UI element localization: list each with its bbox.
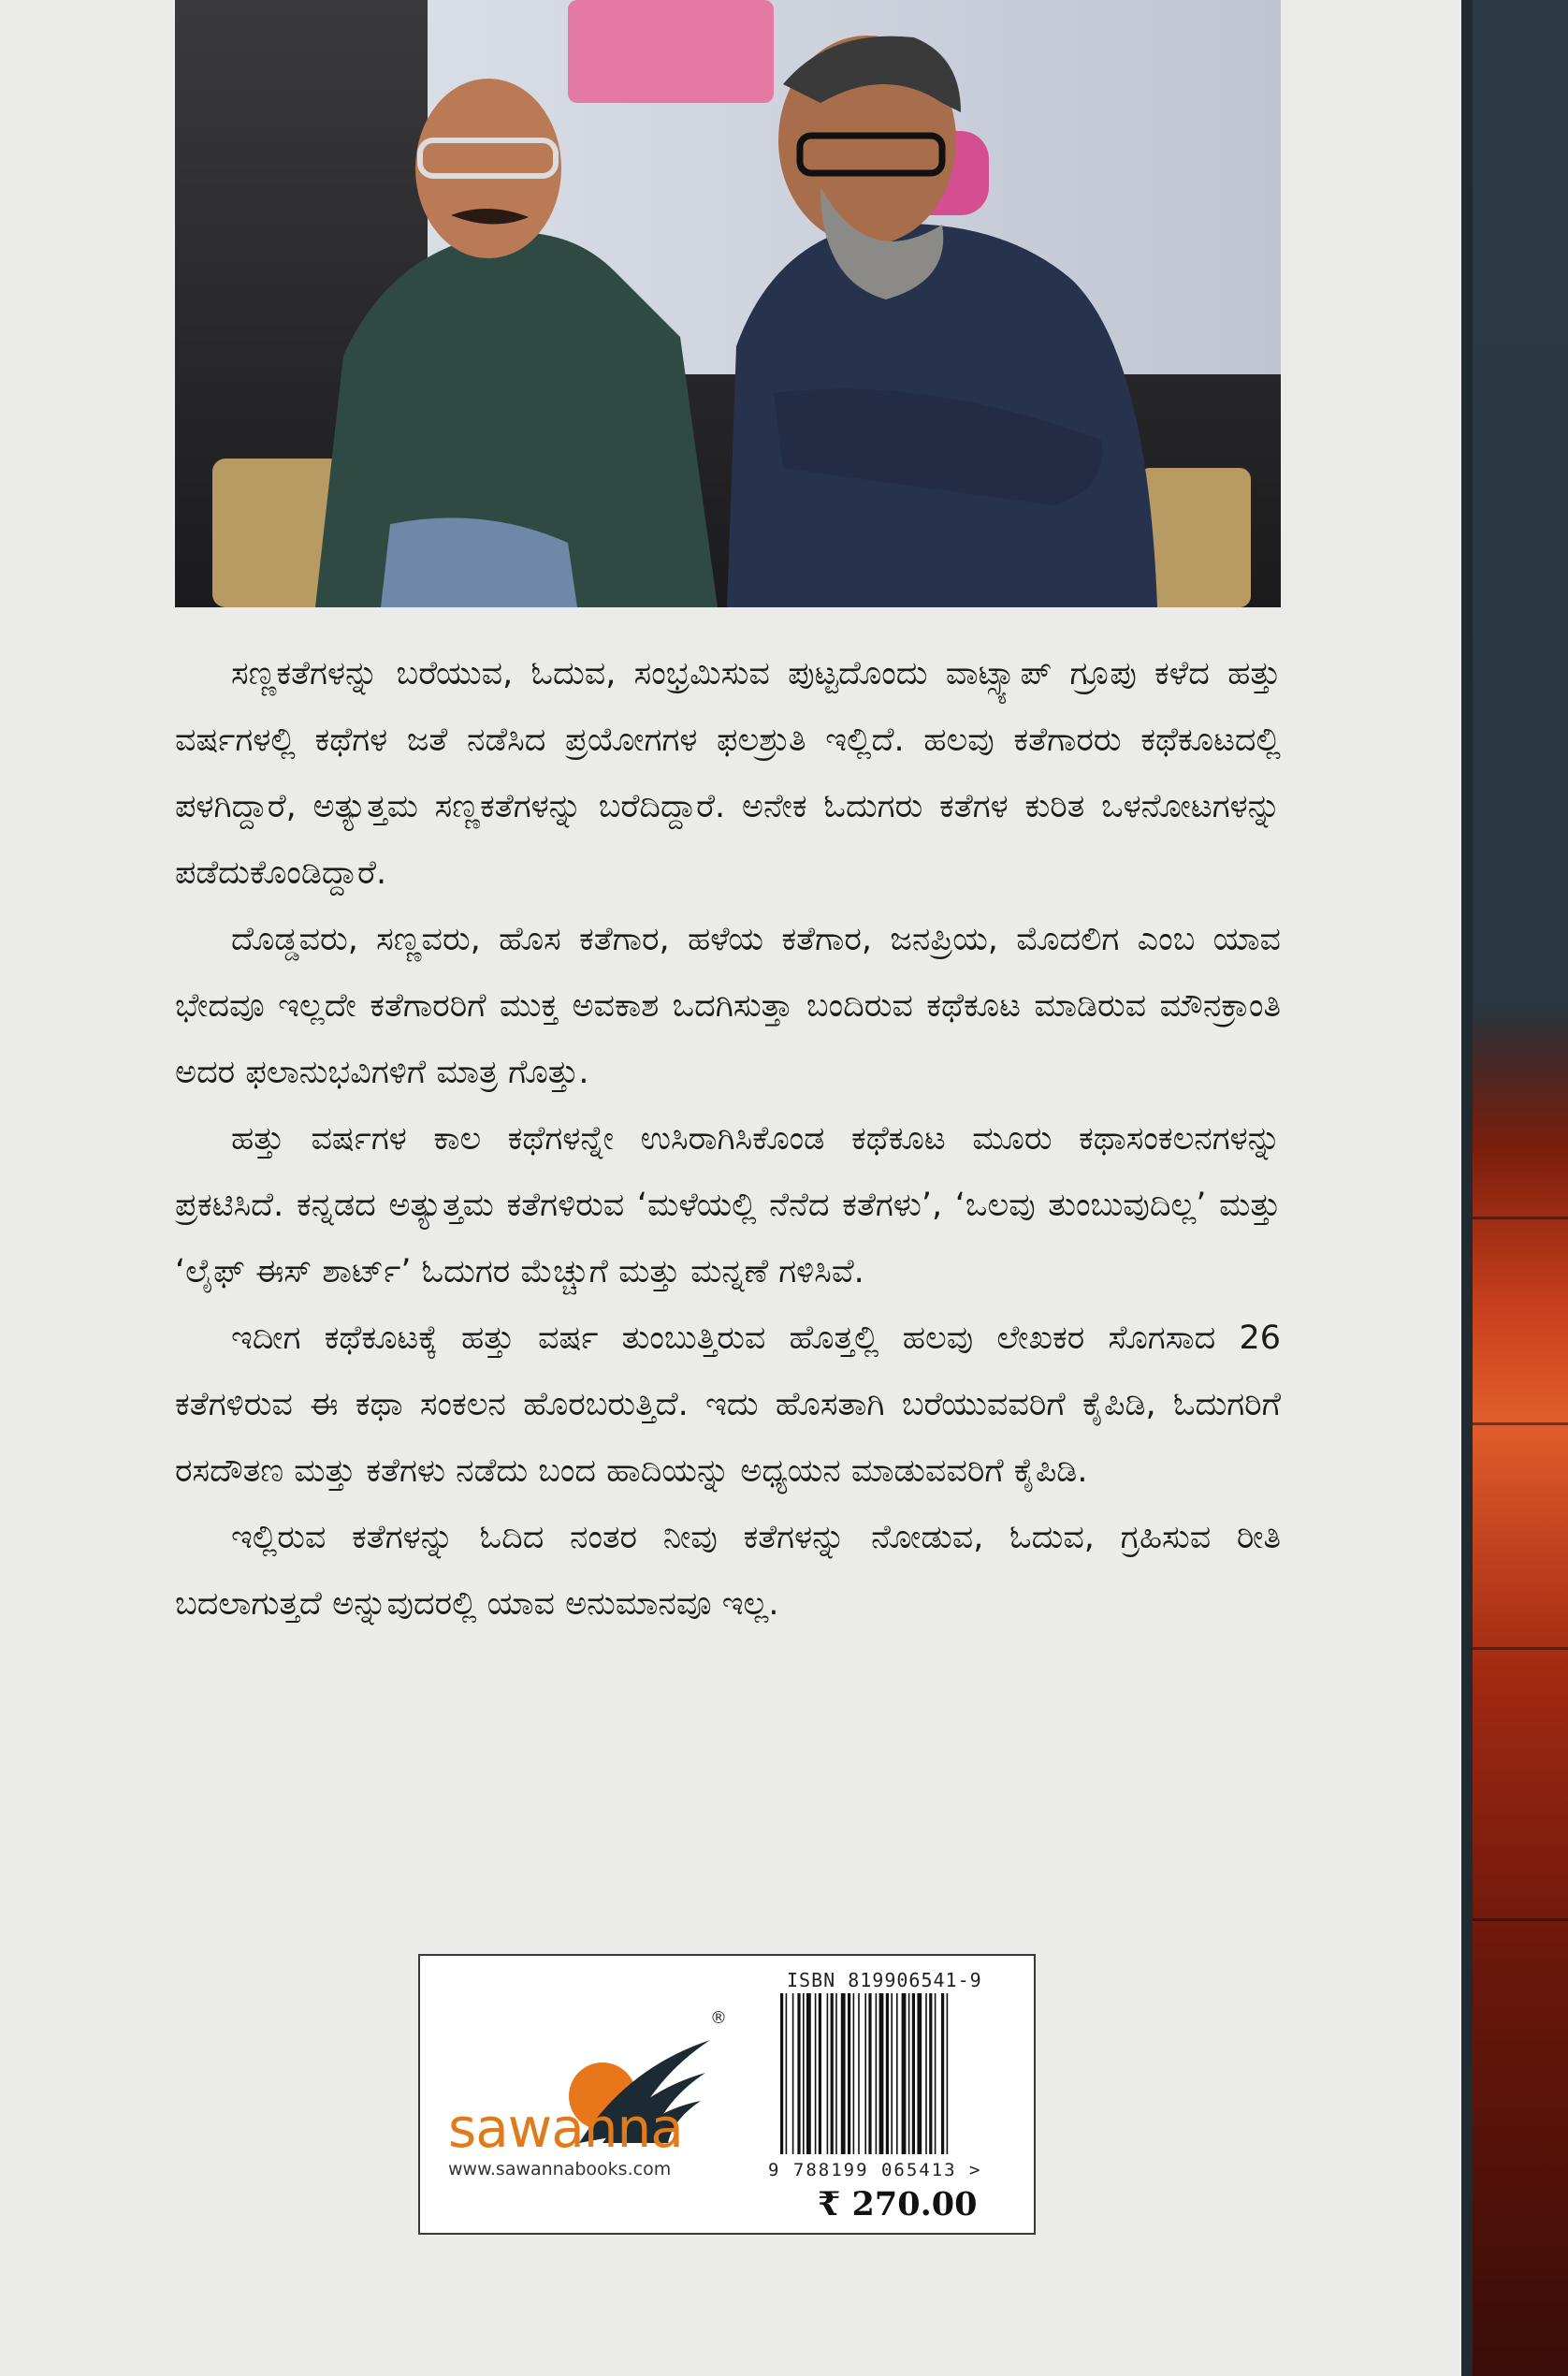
spine-band bbox=[1473, 1217, 1568, 1219]
author-photo bbox=[175, 0, 1281, 607]
registered-mark: ® bbox=[710, 2008, 727, 2028]
spine-band bbox=[1473, 1422, 1568, 1425]
back-cover-blurb bbox=[175, 641, 1281, 1638]
spine-sunset-texture bbox=[1473, 1011, 1568, 2376]
barcode-digits: 9 788199 065413 > bbox=[768, 2160, 982, 2180]
blurb-paragraph: ದೊಡ್ಡವರು, ಸಣ್ಣವರು, ಹೊಸ ಕತೆಗಾರ, ಹಳೆಯ ಕತೆಗಾರ, ಜನಪ್ರಿಯ, ಮೊದಲಿಗ ಎಂಬ ಯಾವ ಭೇದವೂ ಇಲ್ಲದೇ ಕತೆಗಾರರಿಗೆ ಮುಕ್ತ ಅವಕಾಶ ಒದಗಿಸುತ್ತಾ ಬಂದಿರುವ ಕಥೆಕೂಟ ಮಾಡಿರುವ ಮೌನಕ್ರಾಂತಿ ಅದರ ಫಲಾನುಭವಿಗಳಿಗೆ ಮಾತ್ರ ಗೊತ್ತು. bbox=[175, 921, 1281, 1091]
spine-band bbox=[1473, 1918, 1568, 1921]
spine-strip bbox=[1461, 0, 1568, 2376]
publisher-name: sawanna bbox=[448, 2096, 683, 2160]
blurb-paragraph: ಇದೀಗ ಕಥೆಕೂಟಕ್ಕೆ ಹತ್ತು ವರ್ಷ ತುಂಬುತ್ತಿರುವ ಹೊತ್ತಲ್ಲಿ ಹಲವು ಲೇಖಕರ ಸೊಗಸಾದ 26 ಕತೆಗಳಿರುವ ಈ ಕಥಾ ಸಂಕಲನ ಹೊರಬರುತ್ತಿದೆ. ಇದು ಹೊಸತಾಗಿ ಬರೆಯುವವರಿಗೆ ಕೈಪಿಡಿ, ಓದುಗರಿಗೆ ರಸದೌತಣ ಮತ್ತು ಕತೆಗಳು ನಡೆದು ಬಂದ ಹಾದಿಯನ್ನು ಅಧ್ಯಯನ ಮಾಡುವವರಿಗೆ ಕೈಪಿಡಿ. bbox=[175, 1319, 1281, 1490]
isbn-label: ISBN 819906541-9 bbox=[787, 1969, 982, 1991]
barcode-icon bbox=[780, 1993, 1000, 2166]
price-label: ₹ 270.00 bbox=[818, 2185, 978, 2223]
spine-edge bbox=[1461, 0, 1473, 2376]
blurb-paragraph: ಹತ್ತು ವರ್ಷಗಳ ಕಾಲ ಕಥೆಗಳನ್ನೇ ಉಸಿರಾಗಿಸಿಕೊಂಡ ಕಥೆಕೂಟ ಮೂರು ಕಥಾಸಂಕಲನಗಳನ್ನು ಪ್ರಕಟಿಸಿದೆ. ಕನ್ನಡದ ಅತ್ಯುತ್ತಮ ಕತೆಗಳಿರುವ ‘ಮಳೆಯಲ್ಲಿ ನೆನೆದ ಕತೆಗಳು’, ‘ಒಲವು ತುಂಬುವುದಿಲ್ಲ’ ಮತ್ತು ‘ಲೈಫ್ ಈಸ್ ಶಾರ್ಟ್’ ಓದುಗರ ಮೆಚ್ಚುಗೆ ಮತ್ತು ಮನ್ನಣೆ ಗಳಿಸಿವೆ. bbox=[175, 1120, 1281, 1290]
barcode-panel bbox=[418, 1954, 1036, 2235]
blurb-paragraph: ಸಣ್ಣಕತೆಗಳನ್ನು ಬರೆಯುವ, ಓದುವ, ಸಂಭ್ರಮಿಸುವ ಪುಟ್ಟದೊಂದು ವಾಟ್ಸ್ಯಾಪ್ ಗ್ರೂಪು ಕಳೆದ ಹತ್ತು ವರ್ಷಗಳಲ್ಲಿ ಕಥೆಗಳ ಜತೆ ನಡೆಸಿದ ಪ್ರಯೋಗಗಳ ಫಲಶ್ರುತಿ ಇಲ್ಲಿದೆ. ಹಲವು ಕತೆಗಾರರು ಕಥೆಕೂಟದಲ್ಲಿ ಪಳಗಿದ್ದಾರೆ, ಅತ್ಯುತ್ತಮ ಸಣ್ಣಕತೆಗಳನ್ನು ಬರೆದಿದ್ದಾರೆ. ಅನೇಕ ಓದುಗರು ಕತೆಗಳ ಕುರಿತ ಒಳನೋಟಗಳನ್ನು ಪಡೆದುಕೊಂಡಿದ್ದಾರೆ. bbox=[175, 655, 1281, 892]
blurb-paragraph: ಇಲ್ಲಿರುವ ಕತೆಗಳನ್ನು ಓದಿದ ನಂತರ ನೀವು ಕತೆಗಳನ್ನು ನೋಡುವ, ಓದುವ, ಗ್ರಹಿಸುವ ರೀತಿ ಬದಲಾಗುತ್ತದೆ ಅನ್ನುವುದರಲ್ಲಿ ಯಾವ ಅನುಮಾನವೂ ಇಲ್ಲ. bbox=[175, 1519, 1281, 1623]
publisher-website: www.sawannabooks.com bbox=[448, 2159, 672, 2179]
spine-band bbox=[1473, 1647, 1568, 1650]
